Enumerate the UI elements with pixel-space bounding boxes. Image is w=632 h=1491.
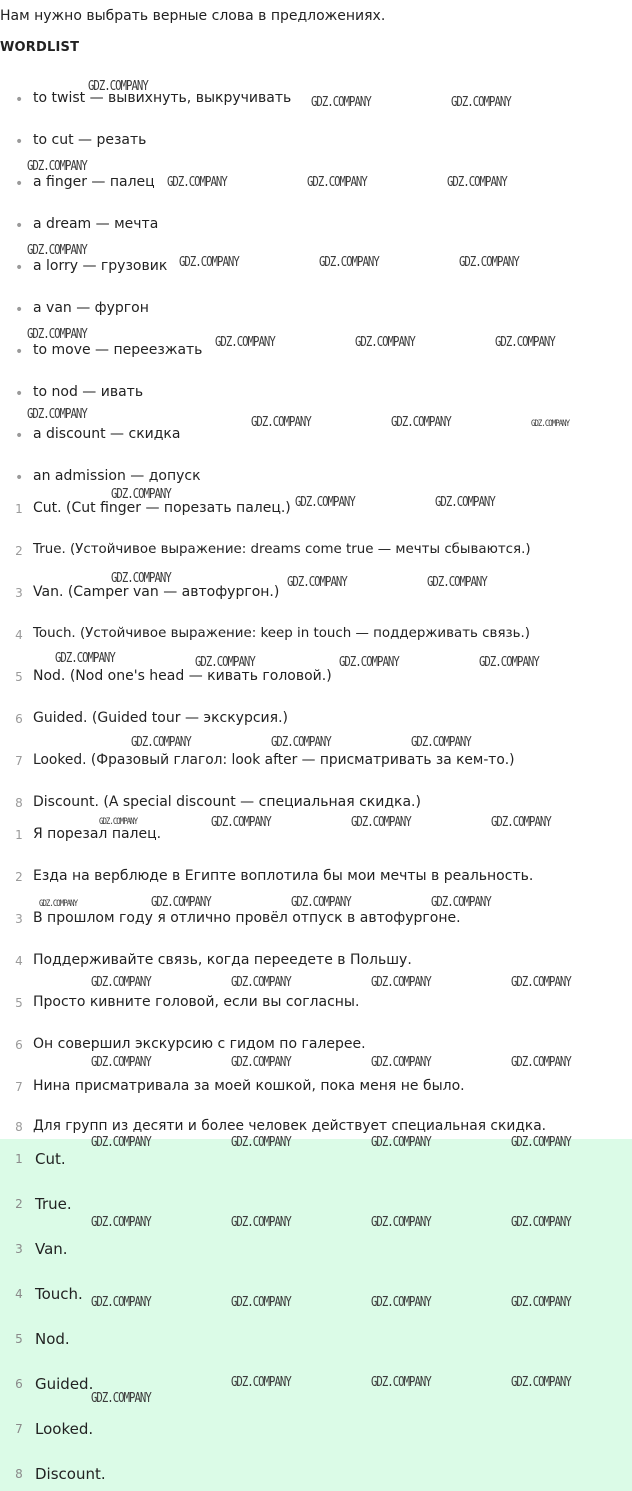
watermark-text: GDZ.COMPANY: [27, 243, 87, 258]
watermark-text: GDZ.COMPANY: [431, 895, 491, 910]
bullet-icon: •: [15, 260, 24, 276]
wordlist-title: WORDLIST: [0, 40, 80, 55]
watermark-text: GDZ.COMPANY: [111, 571, 171, 586]
bullet-icon: •: [15, 218, 24, 234]
watermark-text: GDZ.COMPANY: [459, 255, 519, 270]
bullet-icon: •: [15, 470, 24, 486]
watermark-text: GDZ.COMPANY: [307, 175, 367, 190]
watermark-text: GDZ.COMPANY: [295, 495, 355, 510]
watermark-text: GDZ.COMPANY: [427, 575, 487, 590]
watermark-text: GDZ.COMPANY: [511, 1055, 571, 1070]
watermark-text: GDZ.COMPANY: [27, 407, 87, 422]
watermark-text: GDZ.COMPANY: [55, 651, 115, 666]
watermark-text: GDZ.COMPANY: [151, 895, 211, 910]
watermark-text: GDZ.COMPANY: [231, 1135, 291, 1150]
watermark-text: GDZ.COMPANY: [211, 815, 271, 830]
watermark-text: GDZ.COMPANY: [111, 487, 171, 502]
watermark-text: GDZ.COMPANY: [91, 1215, 151, 1230]
watermark-text: GDZ.COMPANY: [27, 159, 87, 174]
watermark-text: GDZ.COMPANY: [511, 1375, 571, 1390]
watermark-text: GDZ.COMPANY: [511, 1215, 571, 1230]
watermark-text: GDZ.COMPANY: [215, 335, 275, 350]
watermark-text: GDZ.COMPANY: [179, 255, 239, 270]
watermark-text: GDZ.COMPANY: [371, 1135, 431, 1150]
watermark-text: GDZ.COMPANY: [91, 1295, 151, 1310]
watermark-text: GDZ.COMPANY: [195, 655, 255, 670]
bullet-icon: •: [15, 176, 24, 192]
watermark-text: GDZ.COMPANY: [447, 175, 507, 190]
watermark-text: GDZ.COMPANY: [411, 735, 471, 750]
intro-text: Нам нужно выбрать верные слова в предложениях.: [0, 8, 386, 24]
watermark-text: GDZ.COMPANY: [491, 815, 551, 830]
watermark-text: GDZ.COMPANY: [495, 335, 555, 350]
bullet-icon: •: [15, 92, 24, 108]
watermark-text: GDZ.COMPANY: [231, 1055, 291, 1070]
watermark-text: GDZ.COMPANY: [355, 335, 415, 350]
watermark-text: GDZ.COMPANY: [451, 95, 511, 110]
watermark-text: GDZ.COMPANY: [131, 735, 191, 750]
watermark-text: GDZ.COMPANY: [91, 1135, 151, 1150]
watermark-text: GDZ.COMPANY: [27, 327, 87, 342]
answers-panel: [0, 1139, 632, 1491]
watermark-text: GDZ.COMPANY: [371, 1295, 431, 1310]
watermark-text: GDZ.COMPANY: [319, 255, 379, 270]
watermark-text: GDZ.COMPANY: [479, 655, 539, 670]
watermark-text: GDZ.COMPANY: [271, 735, 331, 750]
watermark-text: GDZ.COMPANY: [91, 1391, 151, 1406]
watermark-text: GDZ.COMPANY: [231, 975, 291, 990]
watermark-text: GDZ.COMPANY: [435, 495, 495, 510]
watermark-text: GDZ.COMPANY: [351, 815, 411, 830]
watermark-text: GDZ.COMPANY: [88, 79, 148, 94]
watermark-text: GDZ.COMPANY: [91, 1055, 151, 1070]
bullet-icon: •: [15, 302, 24, 318]
watermark-text: GDZ.COMPANY: [391, 415, 451, 430]
watermark-text: GDZ.COMPANY: [531, 419, 570, 429]
bullet-icon: •: [15, 134, 24, 150]
watermark-text: GDZ.COMPANY: [167, 175, 227, 190]
watermark-text: GDZ.COMPANY: [371, 1215, 431, 1230]
watermark-text: GDZ.COMPANY: [287, 575, 347, 590]
watermark-text: GDZ.COMPANY: [231, 1215, 291, 1230]
watermark-text: GDZ.COMPANY: [371, 1375, 431, 1390]
watermark-text: GDZ.COMPANY: [231, 1295, 291, 1310]
watermark-text: GDZ.COMPANY: [511, 1135, 571, 1150]
watermark-text: GDZ.COMPANY: [371, 1055, 431, 1070]
watermark-text: GDZ.COMPANY: [99, 817, 138, 827]
bullet-icon: •: [15, 428, 24, 444]
watermark-text: GDZ.COMPANY: [39, 899, 78, 909]
watermark-text: GDZ.COMPANY: [251, 415, 311, 430]
watermark-text: GDZ.COMPANY: [511, 1295, 571, 1310]
bullet-icon: •: [15, 344, 24, 360]
watermark-text: GDZ.COMPANY: [339, 655, 399, 670]
bullet-icon: •: [15, 386, 24, 402]
watermark-text: GDZ.COMPANY: [511, 975, 571, 990]
watermark-text: GDZ.COMPANY: [291, 895, 351, 910]
watermark-text: GDZ.COMPANY: [91, 975, 151, 990]
watermark-text: GDZ.COMPANY: [371, 975, 431, 990]
watermark-text: GDZ.COMPANY: [231, 1375, 291, 1390]
watermark-text: GDZ.COMPANY: [311, 95, 371, 110]
